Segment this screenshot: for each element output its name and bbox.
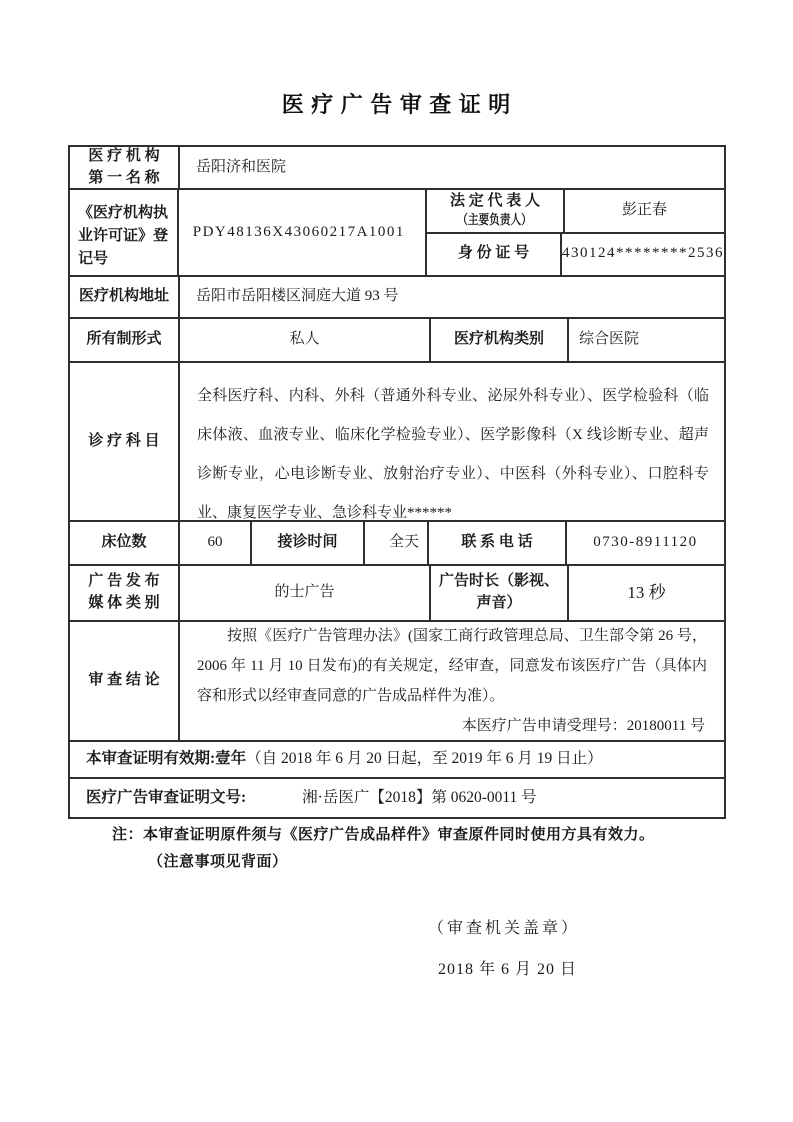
row-conclusion bbox=[70, 622, 724, 742]
subjects-label: 诊 疗 科 目 bbox=[70, 363, 180, 520]
row-ownership-category bbox=[70, 319, 724, 363]
row-validity bbox=[70, 742, 724, 779]
validity-cell bbox=[70, 742, 724, 777]
footnote-line1: 注：本审查证明原件须与《医疗广告成品样件》审查原件同时使用方具有效力。 bbox=[112, 827, 655, 843]
subjects-value-cell bbox=[180, 363, 724, 520]
validity-value: （自 2018 年 6 月 20 日起，至 2019 年 6 月 19 日止） bbox=[246, 750, 603, 768]
row-beds-hours-phone bbox=[70, 522, 724, 566]
id-number-label: 身 份 证 号 bbox=[427, 234, 562, 276]
id-number-value: 430124********2536 bbox=[562, 245, 724, 262]
row-subjects bbox=[70, 363, 724, 522]
duration-label: 广告时长（影视、声音） bbox=[431, 566, 569, 620]
license-label: 《医疗机构执业许可证》登记号 bbox=[70, 190, 179, 275]
certificate-number-value: 湘·岳医广【2018】第 0620-0011 号 bbox=[302, 788, 537, 806]
hours-value: 全天 bbox=[365, 522, 429, 564]
row-certificate-number bbox=[70, 779, 724, 817]
footnote bbox=[112, 822, 655, 876]
representative-subrow bbox=[427, 190, 724, 234]
institution-name-label: 医 疗 机 构 第 一 名 称 bbox=[70, 147, 180, 188]
row-license-representative bbox=[70, 190, 724, 277]
conclusion-text: 按照《医疗广告管理办法》(国家工商行政管理总局、卫生部令第 26 号，2006 年 11 月 10 日发布)的有关规定，经审查，同意发布该医疗广告（具体内容和形式以经审查同意的广告成品样件为准）。 bbox=[197, 628, 707, 704]
row-media-duration bbox=[70, 566, 724, 622]
acceptance-number: 本医疗广告申请受理号：20180011 号 bbox=[461, 718, 705, 734]
address-label: 医疗机构地址 bbox=[70, 277, 180, 317]
media-type-value: 的士广告 bbox=[180, 566, 431, 620]
beds-label: 床位数 bbox=[70, 522, 180, 564]
duration-value: 13 秒 bbox=[627, 582, 666, 602]
row-address bbox=[70, 277, 724, 319]
category-value: 综合医院 bbox=[579, 331, 640, 348]
representative-value: 彭正春 bbox=[621, 201, 667, 218]
row-institution-name bbox=[70, 147, 724, 190]
validity-label: 本审查证明有效期:壹年 bbox=[86, 750, 247, 768]
representative-label: 法 定 代 表 人 （主要负责人） bbox=[427, 190, 565, 232]
certificate-table bbox=[68, 145, 726, 819]
address-value: 岳阳市岳阳楼区洞庭大道 93 号 bbox=[196, 288, 399, 305]
hours-label: 接诊时间 bbox=[252, 522, 365, 564]
footnote-line2: （注意事项见背面） bbox=[148, 854, 288, 870]
id-number-subrow bbox=[427, 234, 724, 276]
conclusion-value-cell bbox=[180, 622, 724, 740]
certificate-number-cell bbox=[70, 779, 724, 817]
conclusion-label: 审 查 结 论 bbox=[70, 622, 180, 740]
ownership-value: 私人 bbox=[180, 319, 431, 361]
media-type-label: 广 告 发 布 媒 体 类 别 bbox=[70, 566, 180, 620]
ownership-label: 所有制形式 bbox=[70, 319, 180, 361]
phone-label: 联 系 电 话 bbox=[429, 522, 567, 564]
institution-name-value: 岳阳济和医院 bbox=[196, 158, 287, 175]
certificate-number-label: 医疗广告审查证明文号: bbox=[86, 788, 247, 806]
subjects-value: 全科医疗科、内科、外科（普通外科专业、泌尿外科专业）、医学检验科（临床体液、血液专业、临床化学检验专业）、医学影像科（X 线诊断专业、超声诊断专业，心电诊断专业、放射治疗专业）、中医科（外科专业）、口腔科专业、康复医学专业、急诊科专业****** bbox=[197, 388, 709, 521]
page-title: 医 疗 广 告 审 查 证 明 bbox=[281, 92, 512, 117]
seal-placeholder: （审查机关盖章） bbox=[428, 920, 581, 937]
representative-id-block bbox=[427, 190, 724, 275]
phone-value: 0730-8911120 bbox=[593, 534, 698, 551]
issue-date: 2018 年 6 月 20 日 bbox=[438, 961, 578, 978]
category-label: 医疗机构类别 bbox=[431, 319, 569, 361]
beds-value: 60 bbox=[180, 522, 252, 564]
license-number-value: PDY48136X43060217A1001 bbox=[179, 190, 427, 275]
